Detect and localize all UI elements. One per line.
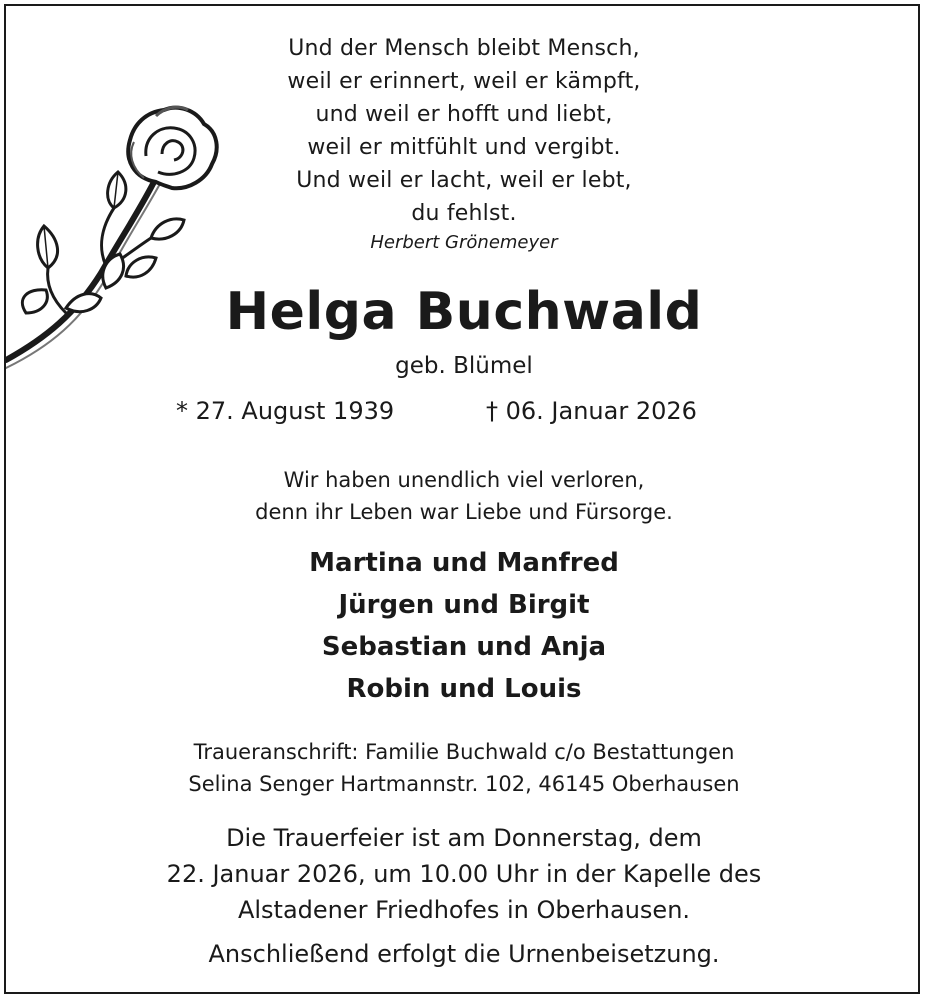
ceremony-line: Alstadener Friedhofes in Oberhausen. [237, 896, 691, 924]
loss-message-line: Wir haben unendlich viel verloren, [283, 468, 645, 492]
poem [6, 32, 920, 230]
family-member: Jürgen und Birgit [338, 590, 590, 620]
maiden-name: geb. Blümel [395, 353, 533, 379]
address-line: Selina Senger Hartmannstr. 102, 46145 Oberhausen [188, 772, 740, 796]
poem-line: Und weil er lacht, weil er lebt, [296, 168, 632, 193]
burial-note: Anschließend erfolgt die Urnenbeisetzung. [208, 940, 720, 968]
family-members [6, 542, 920, 710]
obituary-notice [4, 4, 920, 994]
deceased-name: Helga Buchwald [225, 282, 703, 342]
birth-date: * 27. August 1939 [176, 397, 395, 425]
address-line: Traueranschrift: Familie Buchwald c/o Bestattungen [193, 740, 735, 764]
poem-line: weil er erinnert, weil er kämpft, [287, 69, 641, 94]
ceremony-line: Die Trauerfeier ist am Donnerstag, dem [226, 824, 702, 852]
poem-line: du fehlst. [411, 201, 517, 226]
ceremony-line: 22. Januar 2026, um 10.00 Uhr in der Kapelle des [166, 860, 762, 888]
death-date: † 06. Januar 2026 [486, 397, 697, 425]
family-member: Sebastian und Anja [321, 632, 607, 662]
ceremony-details [6, 820, 920, 928]
poem-line: weil er mitfühlt und vergibt. [307, 135, 621, 160]
mourning-address [6, 736, 920, 800]
poem-line: Und der Mensch bleibt Mensch, [288, 36, 640, 61]
family-member: Martina und Manfred [309, 548, 619, 578]
loss-message-line: denn ihr Leben war Liebe und Fürsorge. [255, 500, 673, 524]
family-member: Robin und Louis [346, 674, 582, 704]
poem-line: und weil er hofft und liebt, [315, 102, 613, 127]
loss-message [6, 464, 920, 528]
poem-author: Herbert Grönemeyer [370, 232, 558, 253]
